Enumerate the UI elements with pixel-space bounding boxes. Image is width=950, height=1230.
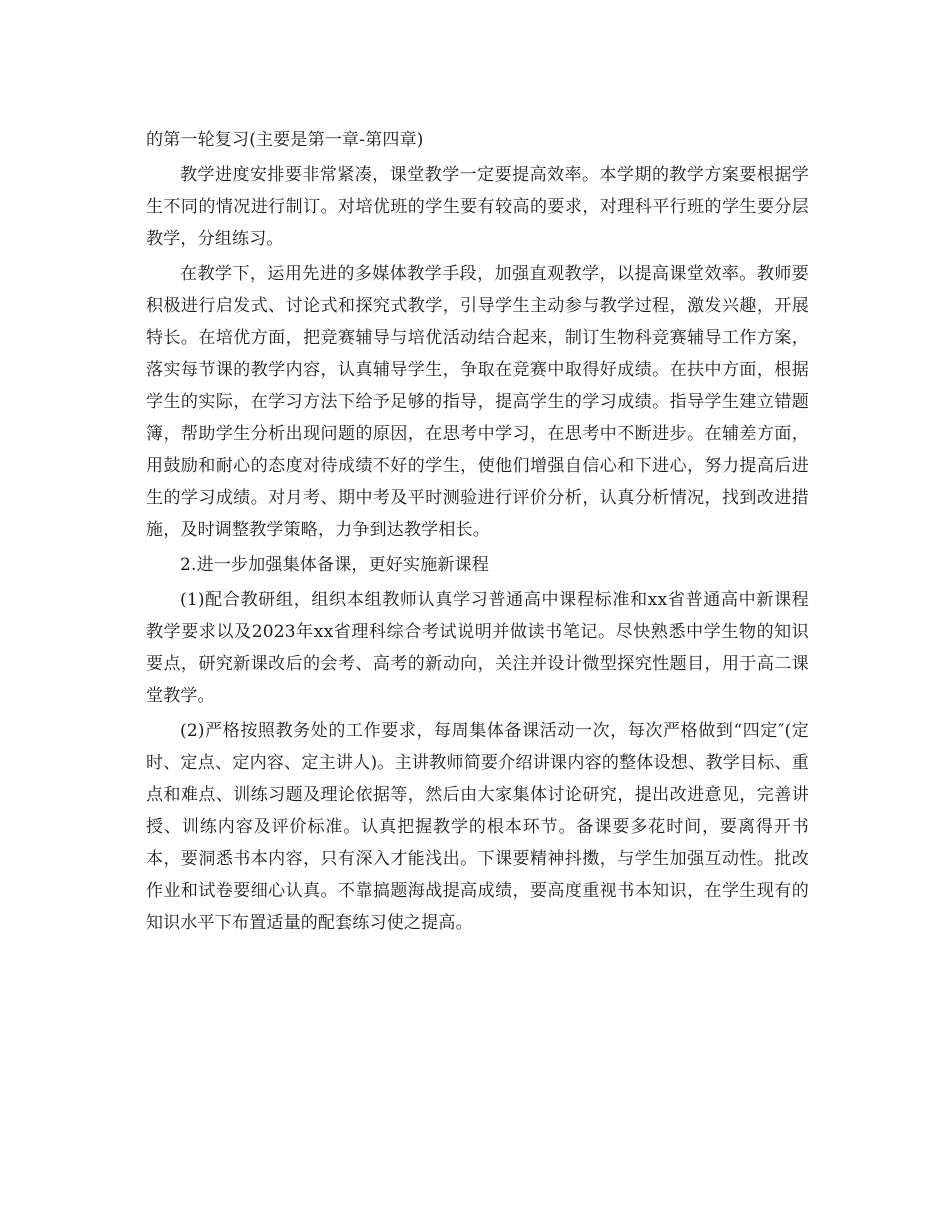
paragraph-item-1: (1)配合教研组，组织本组教师认真学习普通高中课程标准和xx省普通高中新课程教学要求以及2023年xx省理科综合考试说明并做读书笔记。尽快熟悉中学生物的知识要点，研究新课改后的会考、高考的新动向，关注并设计微型探究性题目，用于高二课堂教学。 bbox=[146, 590, 809, 706]
paragraph-continuation: 的第一轮复习(主要是第一章-第四章) bbox=[146, 130, 424, 150]
paragraph-item-2: (2)严格按照教务处的工作要求，每周集体备课活动一次，每次严格做到“四定″(定时、定点、定内容、定主讲人)。主讲教师简要介绍讲课内容的整体设想、教学目标、重点和难点、训练习题及理论依据等，然后由大家集体讨论研究，提出改进意见，完善讲授、训练内容及评价标准。认真把握教学的根本环节。备课要多花时间，要离得开书本，要洞悉书本内容，只有深入才能浅出。下课要精神抖擞，与学生加强互动性。批改作业和试卷要细心认真。不靠搞题海战提高成绩，要高度重视书本知识，在学生现有的知识水平下布置适量的配套练习使之提高。 bbox=[146, 721, 809, 933]
document-body bbox=[146, 124, 809, 939]
section-heading-collective-lesson-prep: 2.进一步加强集体备课，更好实施新课程 bbox=[180, 555, 490, 575]
paragraph-teaching-methods: 在教学下，运用先进的多媒体教学手段，加强直观教学，以提高课堂效率。教师要积极进行启发式、讨论式和探究式教学，引导学生主动参与教学过程，激发兴趣，开展特长。在培优方面，把竞赛辅导与培优活动结合起来，制订生物科竞赛辅导工作方案，落实每节课的教学内容，认真辅导学生，争取在竞赛中取得好成绩。在扶中方面，根据学生的实际，在学习方法下给予足够的指导，提高学生的学习成绩。指导学生建立错题簿，帮助学生分析出现问题的原因，在思考中学习，在思考中不断进步。在辅差方面，用鼓励和耐心的态度对待成绩不好的学生，使他们增强自信心和下进心，努力提高后进生的学习成绩。对月考、期中考及平时测验进行评价分析，认真分析情况，找到改进措施，及时调整教学策略，力争到达教学相长。 bbox=[146, 264, 809, 540]
paragraph-progress: 教学进度安排要非常紧凑，课堂教学一定要提高效率。本学期的教学方案要根据学生不同的情况进行制订。对培优班的学生要有较高的要求，对理科平行班的学生要分层教学，分组练习。 bbox=[146, 165, 809, 249]
